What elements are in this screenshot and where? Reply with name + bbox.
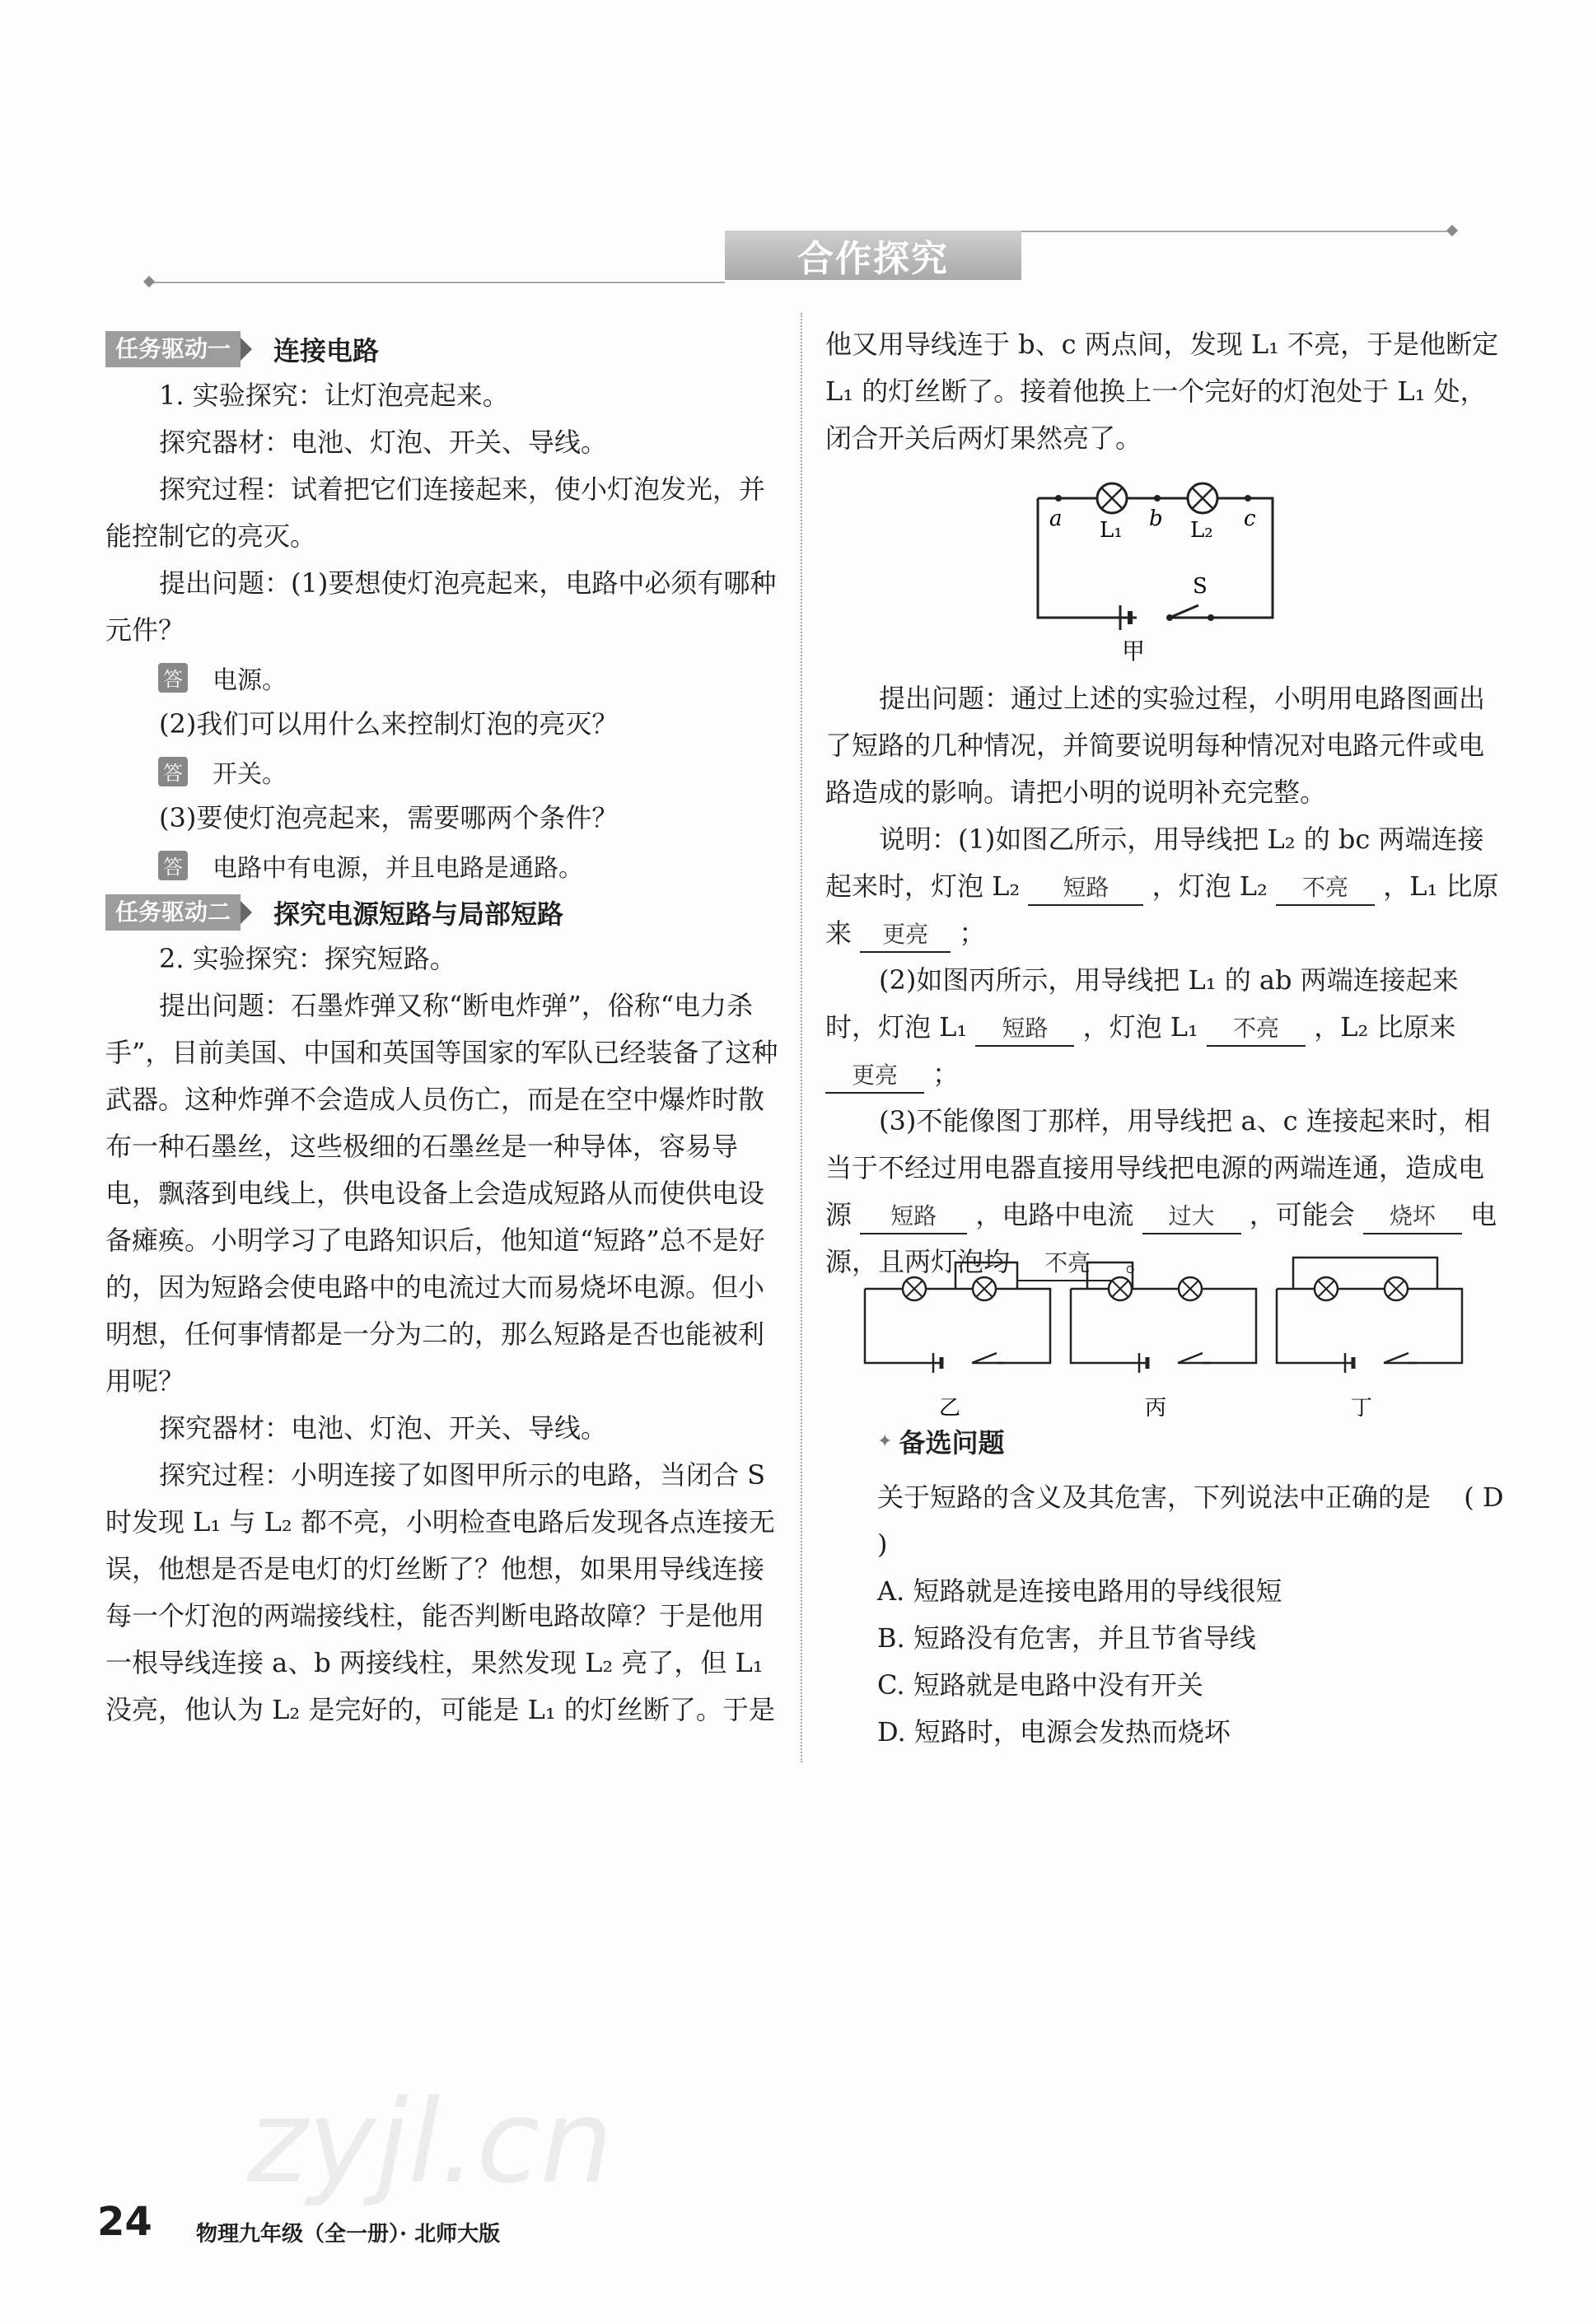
s1a: 说明：(1)如图乙所示，用导线把 L₂ 的 bc 两端连接起来时，灯泡 L₂ bbox=[825, 824, 1484, 902]
right-p1: 他又用导线连于 b、c 两点间，发现 L₁ 不亮，于是他断定 L₁ 的灯丝断了。接着他换上一个完好的灯泡处于 L₁ 处，闭合开关后两灯果然亮了。 bbox=[825, 329, 1499, 454]
backup-answer: ( D ) bbox=[877, 1482, 1504, 1560]
backup-question-row bbox=[877, 1474, 1511, 1568]
right-p2: 提出问题：通过上述的实验过程，小明用电路图画出了短路的几种情况，并简要说明每种情况对电路元件或电路造成的影响。请把小明的说明补充完整。 bbox=[825, 683, 1486, 808]
star-icon: ✦ bbox=[877, 1430, 893, 1452]
task1-a2: 开关。 bbox=[213, 759, 287, 789]
fig-label-yi: 乙 bbox=[939, 1396, 961, 1421]
backup-question: 关于短路的含义及其危害，下列说法中正确的是 bbox=[877, 1482, 1432, 1513]
backup-title: 备选问题 bbox=[899, 1427, 1005, 1458]
right-column bbox=[825, 321, 1509, 462]
label-a: a bbox=[1049, 506, 1063, 531]
blank-6: 更亮 bbox=[825, 1059, 924, 1094]
answer-icon: 答 bbox=[158, 663, 188, 693]
backup-heading bbox=[877, 1416, 1511, 1466]
s1c: ，L₁ 比原来 bbox=[825, 870, 1499, 949]
task1-heading bbox=[105, 325, 789, 372]
left-column bbox=[105, 325, 789, 1734]
blank-1: 短路 bbox=[1028, 871, 1143, 906]
s2a: (2)如图丙所示，用导线把 L₁ 的 ab 两端连接起来时，灯泡 L₁ bbox=[825, 964, 1459, 1043]
watermark: zyjl.cn bbox=[247, 2075, 614, 2210]
task1-a3-row bbox=[105, 842, 789, 889]
task2-title: 探究电源短路与局部短路 bbox=[273, 898, 564, 930]
fig-label-jia: 甲 bbox=[1122, 637, 1146, 665]
header-dot-left bbox=[143, 276, 155, 287]
circuit-figure-jia bbox=[1021, 478, 1301, 667]
blank-9: 烧坏 bbox=[1363, 1200, 1462, 1234]
s3b: ，电路中电流 bbox=[975, 1199, 1134, 1230]
task1-p1: 1. 实验探究：让灯泡亮起来。 bbox=[159, 380, 509, 411]
task2-p1: 2. 实验探究：探究短路。 bbox=[159, 943, 456, 974]
label-c: c bbox=[1244, 506, 1256, 531]
task2-tag: 任务驱动二 bbox=[105, 894, 241, 931]
blank-10: 不亮 bbox=[1018, 1247, 1117, 1281]
answer-icon: 答 bbox=[158, 851, 188, 880]
blank-7: 短路 bbox=[860, 1200, 967, 1234]
s3a: (3)不能像图丁那样，用导线把 a、c 连接起来时，相当于不经过用电器直接用导线把电源的两端连通，造成电源 bbox=[825, 1105, 1491, 1230]
task1-title: 连接电路 bbox=[273, 334, 380, 366]
task1-tag: 任务驱动一 bbox=[105, 331, 241, 367]
task1-p2: 探究器材：电池、灯泡、开关、导线。 bbox=[159, 427, 608, 458]
task1-p3: 探究过程：试着把它们连接起来，使小灯泡发光，并能控制它的亮灭。 bbox=[105, 474, 766, 552]
header-dot-right bbox=[1446, 225, 1458, 236]
fig-label-bing: 丙 bbox=[1145, 1396, 1167, 1421]
s3c: ，可能会 bbox=[1249, 1199, 1355, 1230]
task1-a3: 电路中有电源，并且电路是通路。 bbox=[213, 853, 583, 883]
column-divider bbox=[801, 313, 802, 1762]
s3e: 。 bbox=[1125, 1246, 1152, 1277]
label-L1: L₁ bbox=[1100, 518, 1123, 543]
option-d: D. 短路时，电源会发热而烧坏 bbox=[877, 1716, 1231, 1748]
statement-1 bbox=[825, 816, 1509, 957]
task2-p4: 探究过程：小明连接了如图甲所示的电路，当闭合 S 时发现 L₁ 与 L₂ 都不亮，小明检查电路后发现各点连接无误，他想是否是电灯的灯丝断了？他想，如果用导线连接每一个灯泡的两端接线柱，能否判断电路故障？于是他用一根导线连接 a、b 两接线柱，果然发现 L₂ 亮了，但 L₁ 没亮，他认为 L₂ 是完好的，可能是 L₁ 的灯丝断了。于是 bbox=[105, 1459, 775, 1725]
s1b: ，灯泡 L₂ bbox=[1152, 870, 1268, 902]
option-b: B. 短路没有危害，并且节省导线 bbox=[877, 1622, 1256, 1654]
task1-a1: 电源。 bbox=[213, 665, 287, 695]
task2-p2: 提出问题：石墨炸弹又称“断电炸弹”，俗称“电力杀手”，目前美国、中国和英国等国家的军队已经装备了这种武器。这种炸弹不会造成人员伤亡，而是在空中爆炸时散布一种石墨丝，这些极细的石墨丝是一种导体，容易导电，飘落到电线上，供电设备上会造成短路从而使供电设备瘫痪。小明学习了电路知识后，他知道“短路”总不是好的，因为短路会使电路中的电流过大而易烧坏电源。但小明想，任何事情都是一分为二的，那么短路是否也能被利用呢？ bbox=[105, 990, 778, 1397]
statement-2 bbox=[825, 957, 1509, 1098]
task2-heading bbox=[105, 889, 789, 936]
header-line-right bbox=[1021, 231, 1450, 232]
s1d: ； bbox=[959, 917, 986, 949]
s2d: ； bbox=[932, 1058, 960, 1090]
task2-p3: 探究器材：电池、灯泡、开关、导线。 bbox=[159, 1412, 608, 1444]
task1-q1: 提出问题：(1)要想使灯泡亮起来，电路中必须有哪种元件？ bbox=[105, 567, 777, 646]
task1-a2-row bbox=[105, 748, 789, 795]
task1-q2: (2)我们可以用什么来控制灯泡的亮灭？ bbox=[159, 708, 619, 740]
blank-8: 过大 bbox=[1142, 1200, 1241, 1234]
backup-section bbox=[877, 1416, 1511, 1756]
answer-icon: 答 bbox=[158, 757, 188, 786]
label-S: S bbox=[1193, 574, 1208, 599]
blank-2: 不亮 bbox=[1276, 871, 1375, 906]
label-b: b bbox=[1149, 506, 1163, 531]
option-c: C. 短路就是电路中没有开关 bbox=[877, 1669, 1203, 1701]
blank-4: 短路 bbox=[975, 1012, 1074, 1047]
page-number: 24 bbox=[97, 2199, 152, 2245]
task1-a1-row bbox=[105, 654, 789, 701]
circuit-figures-yi-bing-ding bbox=[853, 1239, 1495, 1421]
blank-5: 不亮 bbox=[1207, 1012, 1306, 1047]
blank-3: 更亮 bbox=[860, 918, 951, 953]
label-L2: L₂ bbox=[1190, 518, 1213, 543]
header-line-left bbox=[148, 282, 725, 283]
s2b: ，灯泡 L₁ bbox=[1082, 1011, 1198, 1043]
task1-q3: (3)要使灯泡亮起来，需要哪两个条件？ bbox=[159, 802, 619, 833]
section-title: 合作探究 bbox=[725, 231, 1021, 280]
option-a: A. 短路就是连接电路用的导线很短 bbox=[877, 1575, 1282, 1607]
right-column-2 bbox=[825, 675, 1509, 1286]
fig-label-ding: 丁 bbox=[1351, 1396, 1373, 1421]
book-title: 物理九年级（全一册）· 北师大版 bbox=[196, 2222, 501, 2247]
s3d: 电源，且两灯泡均 bbox=[825, 1199, 1497, 1277]
s2c: ，L₂ 比原来 bbox=[1314, 1011, 1456, 1043]
